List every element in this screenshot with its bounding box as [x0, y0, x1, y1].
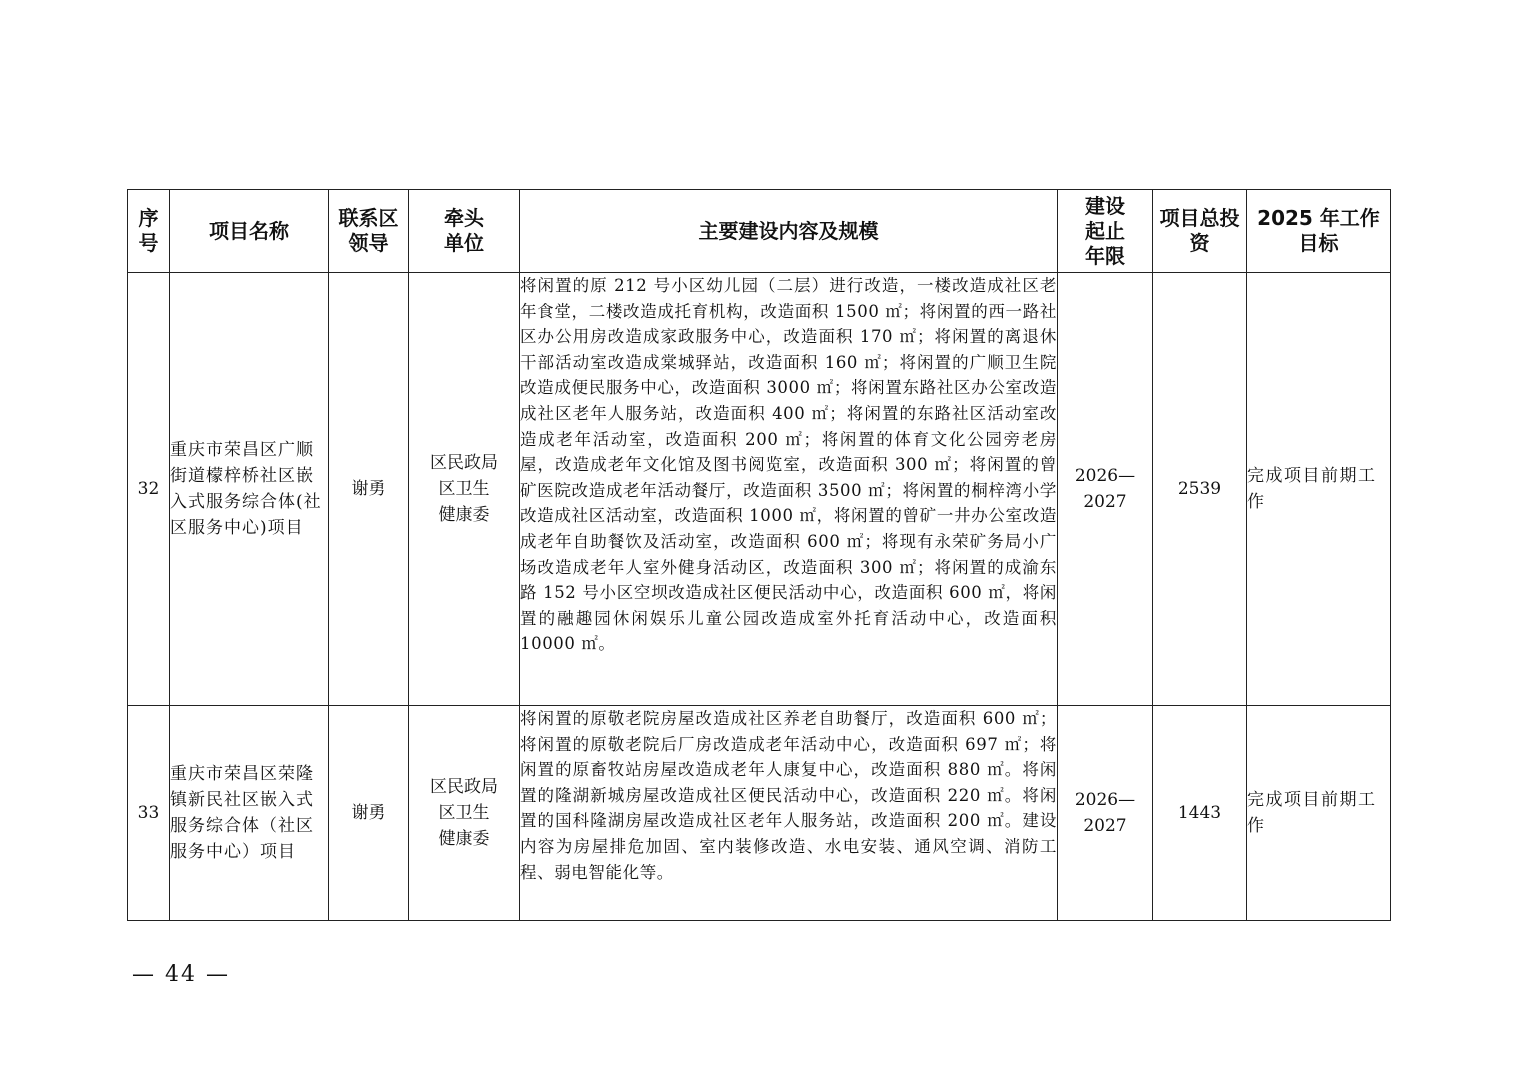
row-seq: 32 [128, 273, 170, 706]
table-row [128, 273, 1391, 706]
row-seq: 33 [128, 706, 170, 921]
row-lead-unit: 区民政局 区卫生 健康委 [409, 706, 520, 921]
row-goal: 完成项目前期工作 [1247, 706, 1391, 921]
row-leader: 谢勇 [329, 706, 409, 921]
header-period: 建设 起止 年限 [1058, 190, 1153, 273]
header-seq: 序 号 [128, 190, 170, 273]
row-period: 2026— 2027 [1058, 273, 1153, 706]
header-goal: 2025 年工作 目标 [1247, 190, 1391, 273]
row-project-name: 重庆市荣昌区荣隆镇新民社区嵌入式服务综合体（社区服务中心）项目 [170, 706, 329, 921]
page-number: — 44 — [132, 962, 230, 987]
row-goal: 完成项目前期工作 [1247, 273, 1391, 706]
header-project-name: 项目名称 [170, 190, 329, 273]
row-lead-unit: 区民政局 区卫生 健康委 [409, 273, 520, 706]
row-leader: 谢勇 [329, 273, 409, 706]
header-content: 主要建设内容及规模 [520, 190, 1058, 273]
row-period: 2026— 2027 [1058, 706, 1153, 921]
row-content: 将闲置的原敬老院房屋改造成社区养老自助餐厅，改造面积 600 ㎡；将闲置的原敬老院后厂房改造成老年活动中心，改造面积 697 ㎡；将闲置的原畜牧站房屋改造成老年人康复中心，改造面积 880 ㎡。将闲置的隆湖新城房屋改造成社区便民活动中心，改造面积 220 ㎡。将闲置的国科隆湖房屋改造成社区老年人服务站，改造面积 200 ㎡。建设内容为房屋排危加固、室内装修改造、水电安装、通风空调、消防工程、弱电智能化等。 [520, 706, 1058, 921]
row-investment: 2539 [1153, 273, 1247, 706]
header-lead-unit: 牵头 单位 [409, 190, 520, 273]
row-project-name: 重庆市荣昌区广顺街道檬梓桥社区嵌入式服务综合体(社区服务中心)项目 [170, 273, 329, 706]
table-header-row [128, 190, 1391, 273]
row-content: 将闲置的原 212 号小区幼儿园（二层）进行改造，一楼改造成社区老年食堂，二楼改造成托育机构，改造面积 1500 ㎡；将闲置的西一路社区办公用房改造成家政服务中心，改造面积 170 ㎡；将闲置的离退休干部活动室改造成棠城驿站，改造面积 160 ㎡；将闲置的广顺卫生院改造成便民服务中心，改造面积 3000 ㎡；将闲置东路社区办公室改造成社区老年人服务站，改造面积 400 ㎡；将闲置的东路社区活动室改造成老年活动室，改造面积 200 ㎡；将闲置的体育文化公园旁老房屋，改造成老年文化馆及图书阅览室，改造面积 300 ㎡；将闲置的曾矿医院改造成老年活动餐厅，改造面积 3500 ㎡；将闲置的桐梓湾小学改造成社区活动室，改造面积 1000 ㎡，将闲置的曾矿一井办公室改造成老年自助餐饮及活动室，改造面积 600 ㎡；将现有永荣矿务局小广场改造成老年人室外健身活动区，改造面积 300 ㎡；将闲置的成渝东路 152 号小区空坝改造成社区便民活动中心，改造面积 600 ㎡，将闲置的融趣园休闲娱乐儿童公园改造成室外托育活动中心，改造面积 10000 ㎡。 [520, 273, 1058, 706]
table-row [128, 706, 1391, 921]
header-investment: 项目总投 资 [1153, 190, 1247, 273]
project-table [127, 189, 1391, 921]
header-leader: 联系区 领导 [329, 190, 409, 273]
row-investment: 1443 [1153, 706, 1247, 921]
